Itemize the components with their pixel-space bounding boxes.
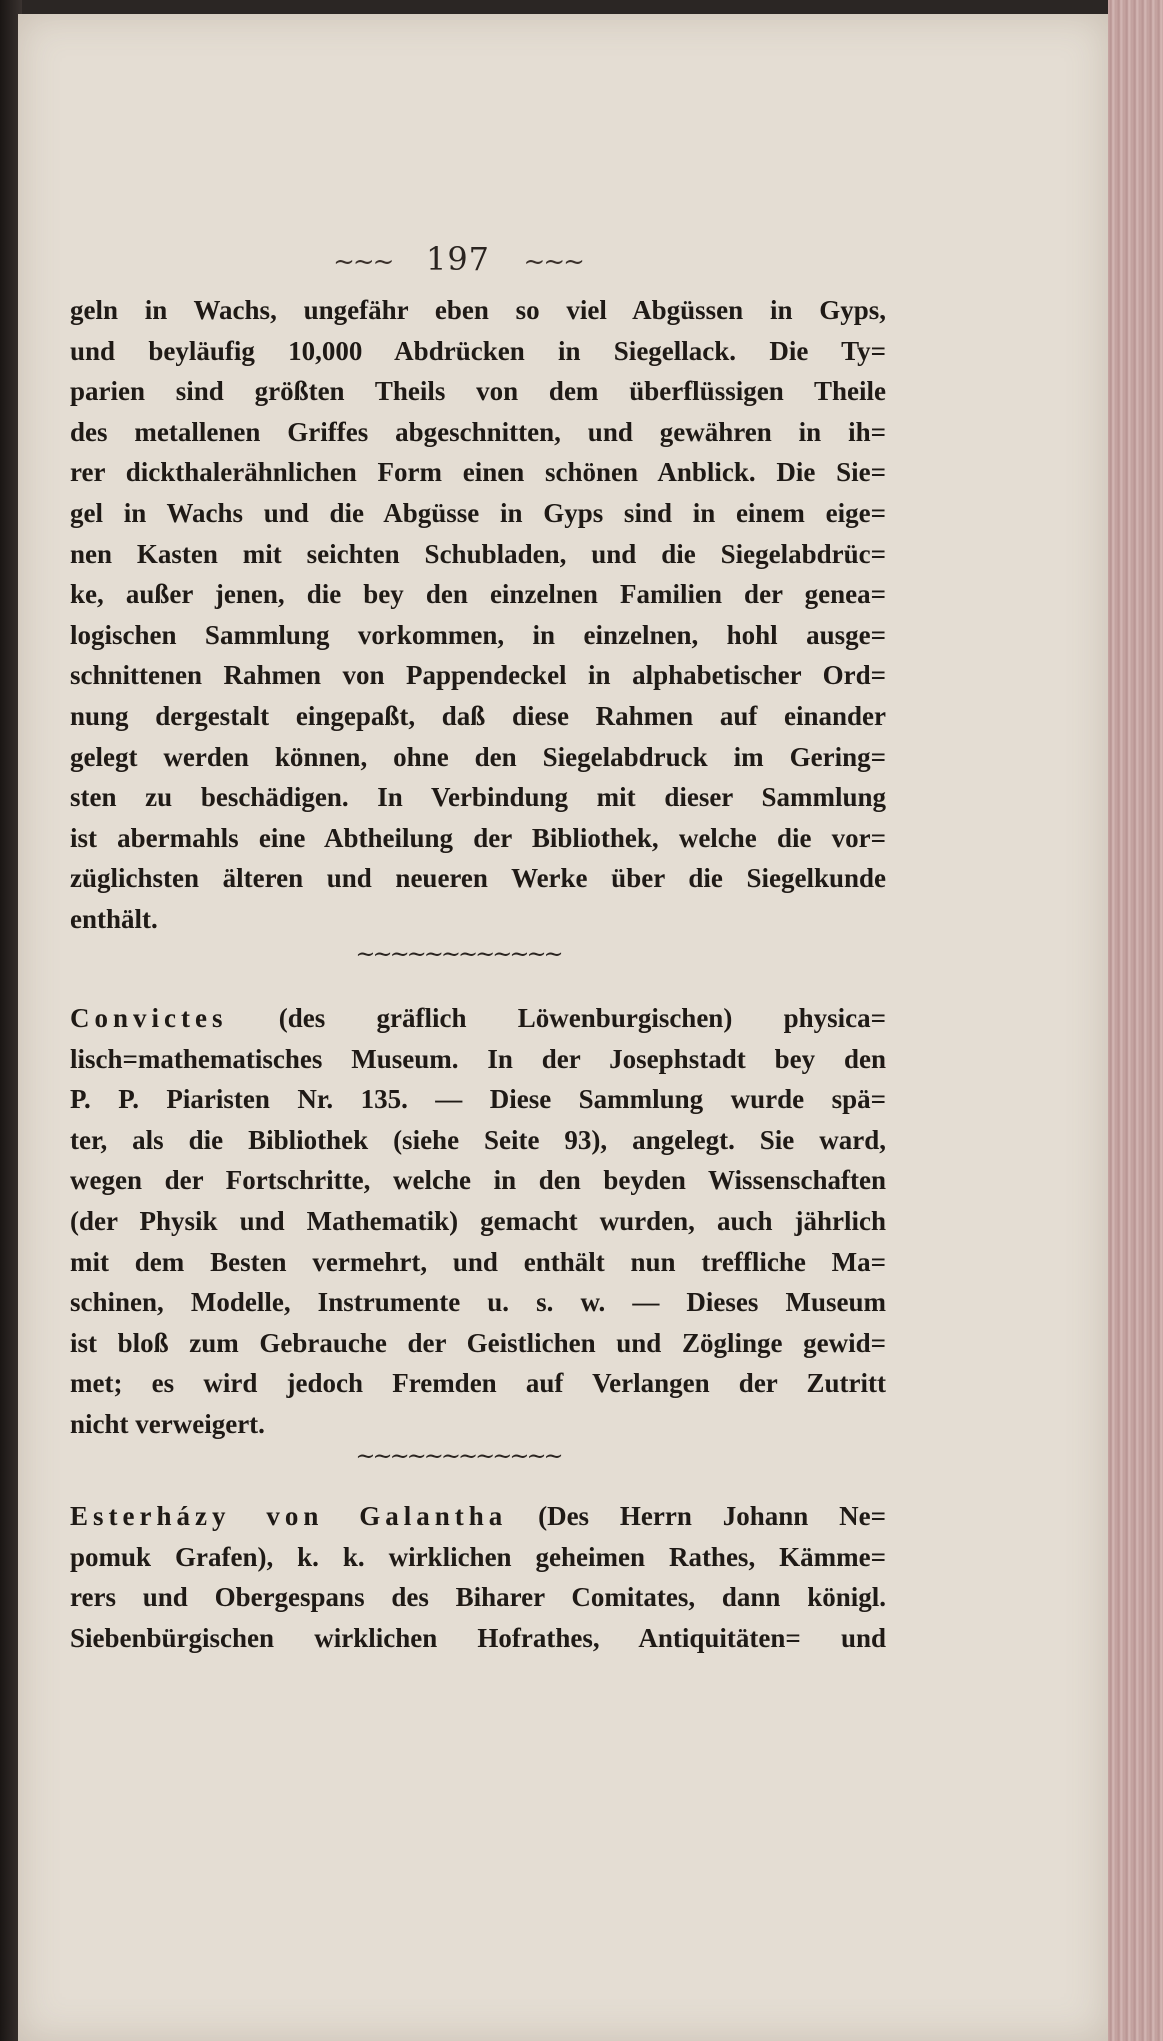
text-line: geln in Wachs, ungefähr eben so viel Abgüssen in Gyps, <box>70 295 886 325</box>
text-line: Siebenbürgischen wirklichen Hofrathes, Antiquitäten= und <box>70 1622 886 1653</box>
text-line: pomuk Grafen), k. k. wirklichen geheimen Rathes, Kämme= <box>70 1541 886 1572</box>
text-fragment: (Des Herrn Johann Ne= <box>538 1501 886 1531</box>
text-line: parien sind größten Theils von dem überflüssigen Theile <box>70 376 886 407</box>
text-line: des metallenen Griffes abgeschnitten, und gewähren in ih= <box>70 416 886 447</box>
text-line: schinen, Modelle, Instrumente u. s. w. — Dieses Museum <box>70 1287 886 1318</box>
text-line <box>70 998 886 1039</box>
text-line: rers und Obergespans des Biharer Comitates, dann königl. <box>70 1582 886 1613</box>
paragraph-seals <box>70 290 886 940</box>
page-fore-edge <box>1108 0 1163 2041</box>
section-separator: ~~~~~~~~~~~~ <box>355 940 561 968</box>
header-ornament-left: ~~~ <box>333 247 393 277</box>
paragraph-esterhazy <box>70 1496 886 1658</box>
page-header <box>18 240 898 278</box>
text-line: nen Kasten mit seichten Schubladen, und die Siegelabdrüc= <box>70 538 886 569</box>
text-line: lisch=mathematisches Museum. In der Josephstadt bey den <box>70 1043 886 1074</box>
text-line: ist abermahls eine Abtheilung der Bibliothek, welche die vor= <box>70 822 886 853</box>
text-line: logischen Sammlung vorkommen, in einzelnen, hohl ausge= <box>70 619 886 650</box>
text-line: (der Physik und Mathematik) gemacht wurden, auch jährlich <box>70 1205 886 1236</box>
text-line: ist bloß zum Gebrauche der Geistlichen und Zöglinge gewid= <box>70 1327 886 1358</box>
text-line: ter, als die Bibliothek (siehe Seite 93), angelegt. Sie ward, <box>70 1124 886 1155</box>
text-line: züglichsten älteren und neueren Werke über die Siegelkunde <box>70 863 886 894</box>
text-line: P. P. Piaristen Nr. 135. — Diese Sammlung wurde spä= <box>70 1084 886 1115</box>
text-line: und beyläufig 10,000 Abdrücken in Siegellack. Die Ty= <box>70 335 886 366</box>
text-line: mit dem Besten vermehrt, und enthält nun treffliche Ma= <box>70 1246 886 1277</box>
text-line: ke, außer jenen, die bey den einzelnen Familien der genea= <box>70 579 886 610</box>
text-line: gelegt werden können, ohne den Siegelabdruck im Gering= <box>70 741 886 772</box>
section-separator: ~~~~~~~~~~~~ <box>355 1442 561 1470</box>
text-line: nung dergestalt eingepaßt, daß diese Rahmen auf einander <box>70 700 886 731</box>
text-line: rer dickthalerähnlichen Form einen schönen Anblick. Die Sie= <box>70 457 886 488</box>
text-line: schnittenen Rahmen von Pappendeckel in alphabetischer Ord= <box>70 660 886 691</box>
paragraph-convictes <box>70 998 886 1445</box>
text-line: sten zu beschädigen. In Verbindung mit dieser Sammlung <box>70 782 886 813</box>
page-number: 197 <box>425 240 491 278</box>
entry-heading: Convictes <box>70 1003 228 1033</box>
header-ornament-right: ~~~ <box>523 247 583 277</box>
text-line <box>70 1496 886 1537</box>
text-line: gel in Wachs und die Abgüsse in Gyps sind in einem eige= <box>70 497 886 528</box>
text-line: wegen der Fortschritte, welche in den beyden Wissenschaften <box>70 1165 886 1196</box>
book-page <box>18 14 1108 2041</box>
text-line: nicht verweigert. <box>70 1408 265 1439</box>
text-fragment: (des gräflich Löwenburgischen) physica= <box>278 1003 886 1033</box>
entry-heading: Esterházy von Galantha <box>70 1501 508 1531</box>
text-line: enthält. <box>70 903 158 934</box>
text-line: met; es wird jedoch Fremden auf Verlangen der Zutritt <box>70 1368 886 1399</box>
